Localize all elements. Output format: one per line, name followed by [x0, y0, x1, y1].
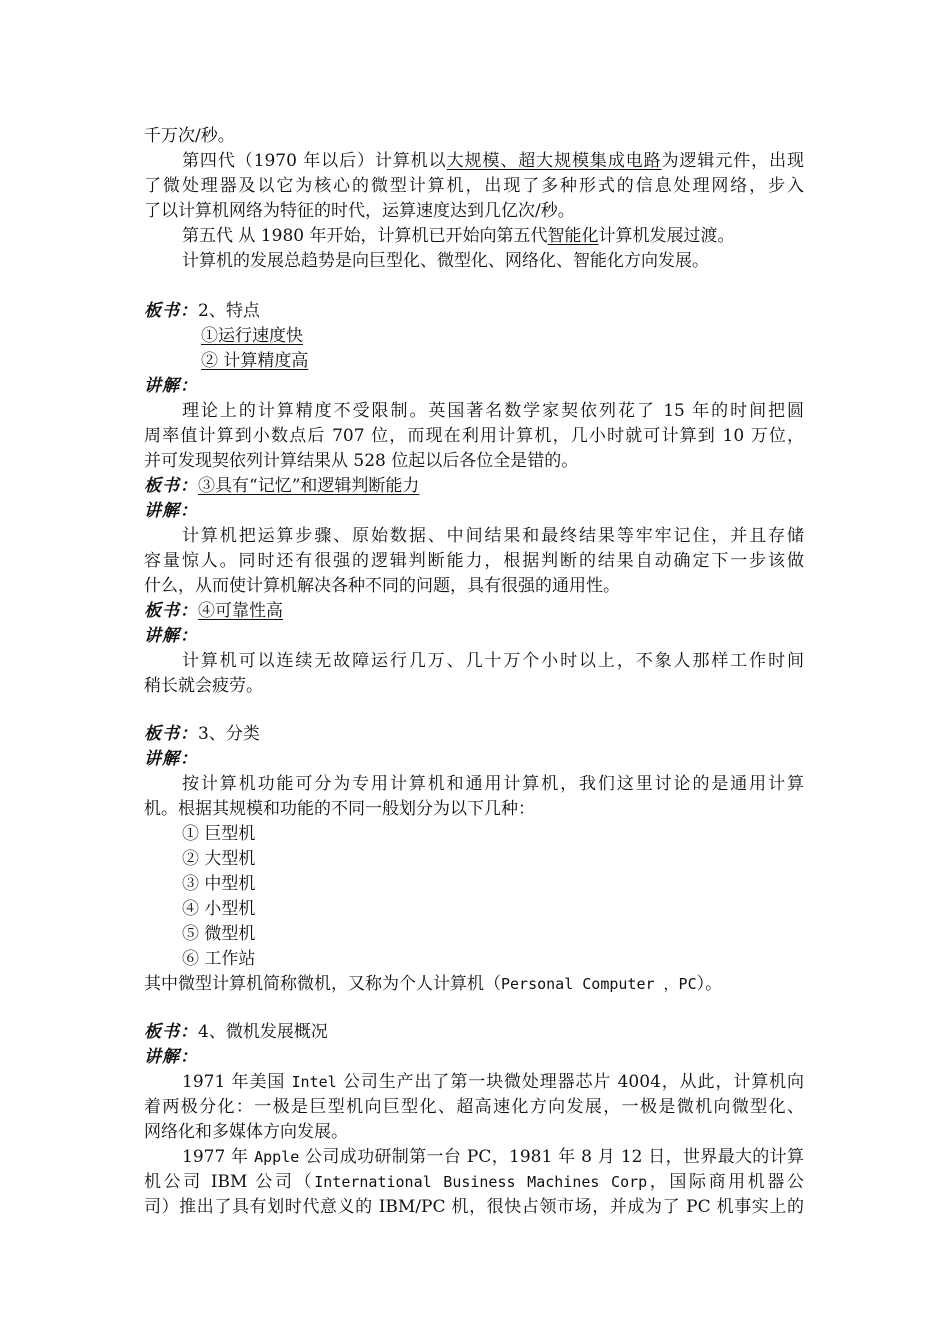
explain-label: 讲解：	[144, 626, 198, 646]
board-label: 板书：	[144, 601, 198, 621]
section-title: 4、微机发展概况	[198, 1022, 328, 1042]
text-line: 理论上的计算精度不受限制。英国著名数学家契依列花了 15 年的时间把圆	[182, 401, 804, 421]
board-label: 板书：	[144, 476, 198, 496]
text-line	[144, 1170, 804, 1195]
explain-label: 讲解：	[144, 749, 198, 769]
section-heading	[144, 722, 260, 747]
text-line: 稍长就会疲劳。	[144, 676, 263, 696]
underlined-item: ④可靠性高	[198, 601, 283, 621]
text-span: 计算机发展过渡。	[598, 226, 735, 246]
text-line: 按计算机功能可分为专用计算机和通用计算机，我们这里讨论的是通用计算	[182, 774, 804, 794]
board-label: 板书：	[144, 724, 198, 744]
text-span: 1977 年	[182, 1147, 255, 1167]
text-line	[182, 149, 804, 174]
text-line: 机。根据其规模和功能的不同一般划分为以下几种：	[144, 799, 535, 819]
board-label: 板书：	[144, 301, 198, 321]
underlined-term: 智能化	[547, 226, 599, 246]
text-span: ）。	[696, 974, 723, 994]
list-item: ② 大型机	[182, 849, 256, 869]
text-span: 其中微型计算机简称微机，又称为个人计算机（	[144, 974, 501, 994]
board-label: 板书：	[144, 1022, 198, 1042]
text-line	[144, 972, 722, 997]
board-line	[144, 599, 283, 624]
underlined-item: ①运行速度快	[201, 326, 303, 346]
board-line	[144, 474, 419, 499]
text-line	[182, 224, 734, 249]
text-line: 司）推出了具有划时代意义的 IBM/PC 机，很快占领市场，并成为了 PC 机事实上的	[144, 1197, 804, 1217]
text-line: 了微处理器及以它为核心的微型计算机，出现了多种形式的信息处理网络，步入	[144, 176, 804, 196]
text-line: 周率值计算到小数点后 707 位，而现在利用计算机，几小时就可计算到 10 万位，	[144, 426, 804, 446]
text-span: ，国际商用机器公	[647, 1172, 804, 1192]
text-span: 第四代（1970 年以后）计算机以	[182, 151, 447, 171]
mono-text: Apple	[254, 1148, 300, 1166]
text-span: 公司生产出了第一块微处理器芯片 4004，从此，计算机向	[336, 1072, 804, 1092]
underlined-term: 大规模、超大规模集成电路	[446, 151, 662, 171]
list-item: ③ 中型机	[182, 874, 256, 894]
list-item	[201, 324, 303, 349]
explain-label: 讲解：	[144, 501, 198, 521]
text-line: 什么，从而使计算机解决各种不同的问题，具有很强的通用性。	[144, 576, 620, 596]
underlined-item: ② 计算精度高	[201, 351, 309, 371]
text-span: 为逻辑元件，出现	[661, 151, 805, 171]
text-line	[182, 1070, 804, 1095]
mono-text: International Business Machines Corp	[314, 1173, 648, 1191]
list-item: ④ 小型机	[182, 899, 256, 919]
list-item: ⑤ 微型机	[182, 924, 256, 944]
list-item: ① 巨型机	[182, 824, 256, 844]
section-title: 2、特点	[198, 301, 260, 321]
text-line: 计算机的发展总趋势是向巨型化、微型化、网络化、智能化方向发展。	[182, 251, 709, 271]
text-line: 网络化和多媒体方向发展。	[144, 1122, 348, 1142]
text-line	[182, 1145, 804, 1170]
section-heading	[144, 299, 260, 324]
text-line: 着两极分化：一极是巨型机向巨型化、超高速化方向发展，一极是微机向微型化、	[144, 1097, 804, 1117]
explain-label: 讲解：	[144, 376, 198, 396]
text-span: 1971 年美国	[182, 1072, 292, 1092]
list-item: ⑥ 工作站	[182, 949, 256, 969]
mono-text: Intel	[291, 1073, 337, 1091]
explain-label: 讲解：	[144, 1047, 198, 1067]
section-heading	[144, 1020, 328, 1045]
text-line: 计算机把运算步骤、原始数据、中间结果和最终结果等牢牢记住，并且存储	[182, 526, 804, 546]
text-line: 千万次/秒。	[144, 126, 235, 146]
text-line: 并可发现契依列计算结果从 528 位起以后各位全是错的。	[144, 451, 579, 471]
mono-text: Personal Computer ，PC	[501, 975, 697, 993]
text-line: 计算机可以连续无故障运行几万、几十万个小时以上，不象人那样工作时间	[182, 651, 804, 671]
text-line: 了以计算机网络为特征的时代，运算速度达到几亿次/秒。	[144, 201, 575, 221]
list-item	[201, 349, 308, 374]
underlined-item: ③具有“记忆”和逻辑判断能力	[198, 476, 420, 496]
section-title: 3、分类	[198, 724, 260, 744]
text-span: 第五代 从 1980 年开始，计算机已开始向第五代	[182, 226, 548, 246]
text-line: 容量惊人。同时还有很强的逻辑判断能力，根据判断的结果自动确定下一步该做	[144, 551, 804, 571]
text-span: 机公司 IBM 公司（	[144, 1172, 315, 1192]
text-span: 公司成功研制第一台 PC，1981 年 8 月 12 日，世界最大的计算	[299, 1147, 805, 1167]
